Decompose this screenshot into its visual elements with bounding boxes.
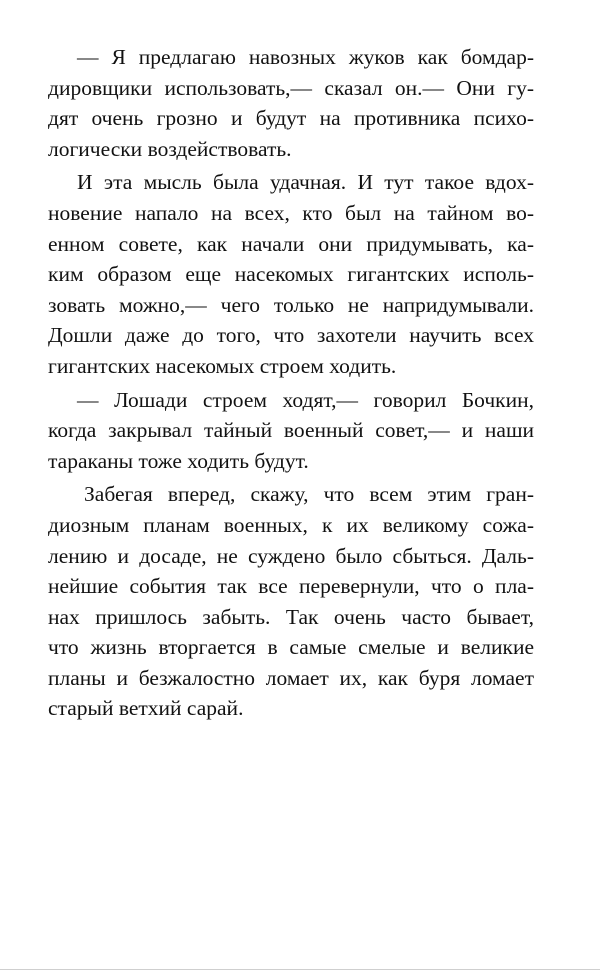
text-line: И эта мысль была удачная. И тут такое вдох- <box>77 170 534 195</box>
text-line: — Я предлагаю навозных жуков как бомдар- <box>77 45 534 69</box>
text-line: Забегая вперед, скажу, что всем этим гран- <box>84 482 534 507</box>
paragraph <box>48 479 534 724</box>
text-line: логически воздействовать. <box>48 136 292 161</box>
text-line: гигантских насекомых строем ходить. <box>48 353 397 378</box>
page-text <box>48 42 534 724</box>
page-bottom-edge <box>0 969 600 970</box>
text-line: нах пришлось забыть. Так очень часто бывает, <box>48 604 534 629</box>
text-line: старый ветхий сарай. <box>48 696 244 721</box>
text-line: дят очень грозно и будут на противника психо- <box>48 106 534 131</box>
text-line: что жизнь вторгается в самые смелые и великие <box>48 635 534 660</box>
text-line: когда закрывал тайный военный совет,— и наши <box>48 418 534 443</box>
text-line: новение напало на всех, кто был на тайном во- <box>48 200 534 225</box>
text-line: зовать можно,— чего только не напридумывали. <box>48 292 534 317</box>
text-line: диозным планам военных, к их великому сожа- <box>48 512 534 537</box>
paragraph <box>48 42 534 164</box>
text-line: нейшие события так все перевернули, что о пла- <box>48 574 534 599</box>
text-line: тараканы тоже ходить будут. <box>48 448 309 473</box>
text-line: Дошли даже до того, что захотели научить всех <box>48 323 534 348</box>
text-line: лению и досаде, не суждено было сбыться. Даль- <box>48 543 534 568</box>
paragraph <box>48 385 534 477</box>
text-line: ким образом еще насекомых гигантских исполь- <box>48 262 534 287</box>
text-line: планы и безжалостно ломает их, как буря ломает <box>48 665 534 690</box>
text-line: — Лошади строем ходят,— говорил Бочкин, <box>77 387 534 412</box>
text-line: енном совете, как начали они придумывать, ка- <box>48 231 534 256</box>
paragraph <box>48 167 534 381</box>
text-line: дировщики использовать,— сказал он.— Они гу- <box>48 75 534 100</box>
